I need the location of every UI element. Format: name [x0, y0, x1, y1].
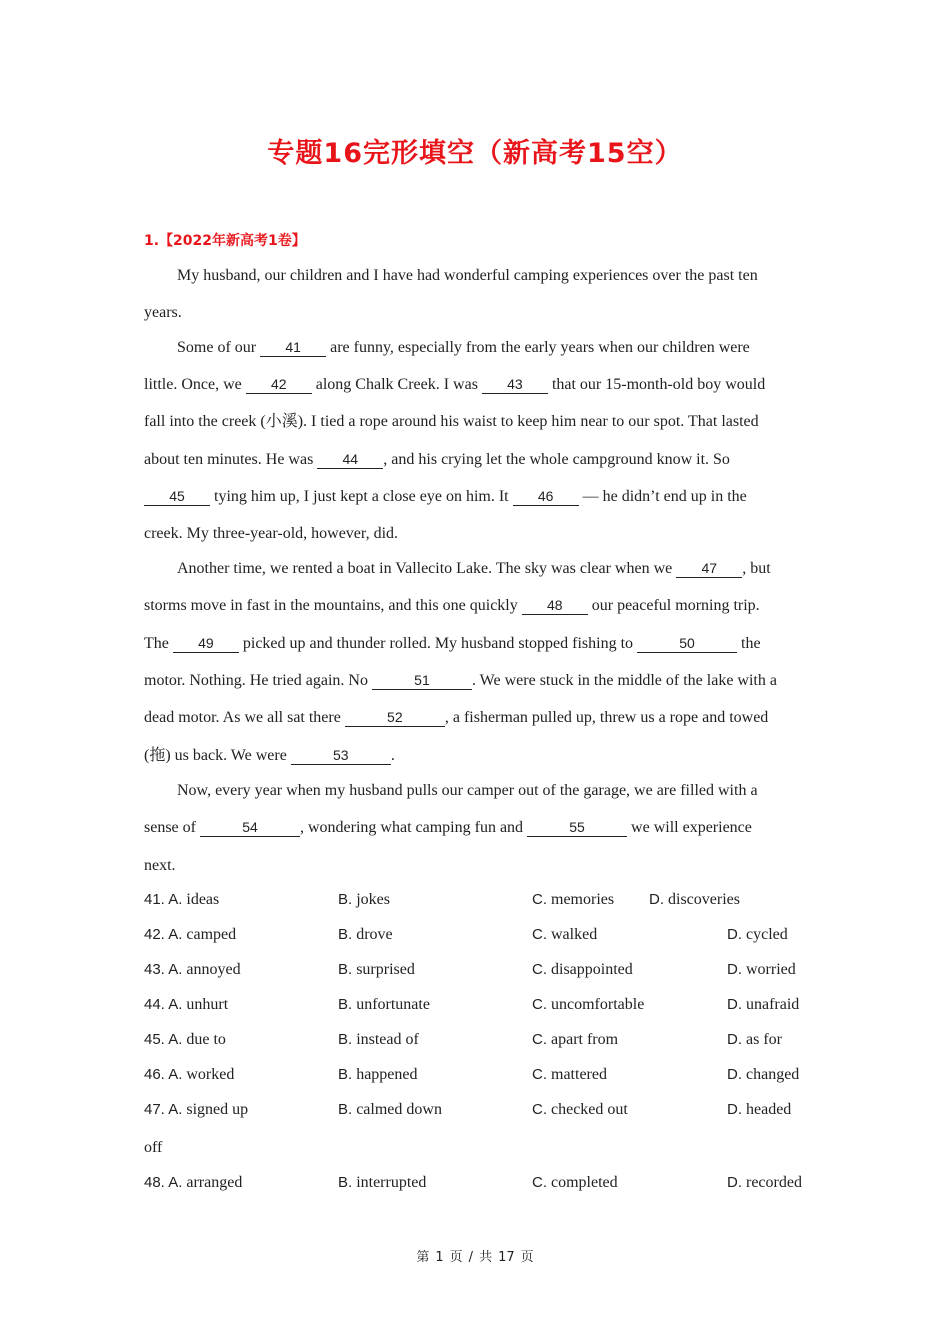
blank-50: 50 — [637, 634, 737, 653]
blank-48: 48 — [522, 596, 588, 615]
blank-54: 54 — [200, 818, 300, 837]
total-pages: 17 — [498, 1250, 515, 1265]
option-41-d: D. discoveries — [649, 891, 740, 908]
option-44-d: D. unafraid — [727, 996, 800, 1013]
passage-line: 45 tying him up, I just kept a close eye on him. It 46 — he didn’t end up in the — [144, 487, 747, 507]
passage-line: sense of 54 , wondering what camping fun and 55 we will experience — [144, 819, 752, 836]
blank-42: 42 — [246, 375, 312, 394]
option-43-a: 43. A. annoyed — [144, 961, 241, 978]
option-43-b: B. surprised — [338, 961, 415, 978]
option-43-c: C. disappointed — [532, 961, 633, 978]
blank-47: 47 — [676, 559, 742, 578]
option-48-a: 48. A. arranged — [144, 1174, 243, 1191]
page-number: 1 — [435, 1250, 444, 1265]
blank-41: 41 — [260, 338, 326, 357]
passage-line: storms move in fast in the mountains, and this one quickly 48 our peaceful morning trip. — [144, 597, 760, 614]
option-47-d: D. headed — [727, 1101, 792, 1118]
option-42-b: B. drove — [338, 926, 393, 943]
blank-55: 55 — [527, 818, 627, 837]
page-footer: 第 1 页 / 共 17 页 — [416, 1250, 534, 1265]
option-48-b: B. interrupted — [338, 1174, 427, 1191]
option-46-a: 46. A. worked — [144, 1066, 235, 1083]
option-47-a: 47. A. signed up — [144, 1101, 249, 1118]
option-46-d: D. changed — [727, 1066, 800, 1083]
option-47-b: B. calmed down — [338, 1101, 442, 1118]
option-42-a: 42. A. camped — [144, 926, 237, 943]
passage-line: Another time, we rented a boat in Vallecito Lake. The sky was clear when we 47 , but — [177, 560, 771, 577]
option-44-b: B. unfortunate — [338, 996, 430, 1013]
blank-53: 53 — [291, 746, 391, 765]
option-45-d: D. as for — [727, 1031, 782, 1048]
option-46-c: C. mattered — [532, 1066, 607, 1083]
option-48-d: D. recorded — [727, 1174, 802, 1191]
passage-line: dead motor. As we all sat there 52 , a fisherman pulled up, threw us a rope and towed — [144, 709, 769, 726]
passage-line: Now, every year when my husband pulls our camper out of the garage, we are filled with a — [177, 782, 758, 799]
option-45-b: B. instead of — [338, 1031, 419, 1048]
option-45-c: C. apart from — [532, 1031, 619, 1048]
option-47-c: C. checked out — [532, 1101, 628, 1118]
blank-51: 51 — [372, 671, 472, 690]
option-46-b: B. happened — [338, 1066, 418, 1083]
option-41-a: 41. A. ideas — [144, 891, 220, 908]
passage-line: motor. Nothing. He tried again. No 51 . We were stuck in the middle of the lake with a — [144, 672, 777, 689]
blank-52: 52 — [345, 708, 445, 727]
passage-line: The 49 picked up and thunder rolled. My husband stopped fishing to 50 the — [144, 635, 761, 652]
option-42-c: C. walked — [532, 926, 598, 943]
blank-44: 44 — [317, 450, 383, 469]
option-41-c: C. memories — [532, 891, 615, 908]
blank-46: 46 — [513, 487, 579, 506]
passage-line: little. Once, we 42 along Chalk Creek. I was 43 that our 15-month-old boy would — [144, 376, 766, 393]
passage-line: fall into the creek (小溪). I tied a rope around his waist to keep him near to our spot. That lasted — [144, 413, 759, 430]
option-47-a-wrap: off — [144, 1139, 163, 1156]
blank-49: 49 — [173, 634, 239, 653]
option-44-a: 44. A. unhurt — [144, 996, 229, 1013]
passage-line: next. — [144, 857, 176, 874]
passage-line: about ten minutes. He was 44 , and his crying let the whole campground know it. So — [144, 451, 730, 468]
passage-line: years. — [144, 304, 182, 321]
option-42-d: D. cycled — [727, 926, 788, 943]
option-44-c: C. uncomfortable — [532, 996, 645, 1013]
passage-line: Some of our 41 are funny, especially from the early years when our children were — [177, 339, 750, 356]
blank-45: 45 — [144, 487, 210, 506]
option-48-c: C. completed — [532, 1174, 618, 1191]
passage-line: creek. My three-year-old, however, did. — [144, 525, 399, 542]
option-43-d: D. worried — [727, 961, 796, 978]
page-title: 专题16完形填空（新高考15空） — [267, 138, 683, 169]
option-41-b: B. jokes — [338, 891, 390, 908]
question-heading: 1.【2022年新高考1卷】 — [144, 233, 306, 249]
blank-43: 43 — [482, 375, 548, 394]
passage-line: (拖) us back. We were 53 . — [144, 747, 395, 764]
option-45-a: 45. A. due to — [144, 1031, 226, 1048]
passage-line: My husband, our children and I have had wonderful camping experiences over the past ten — [177, 267, 758, 284]
